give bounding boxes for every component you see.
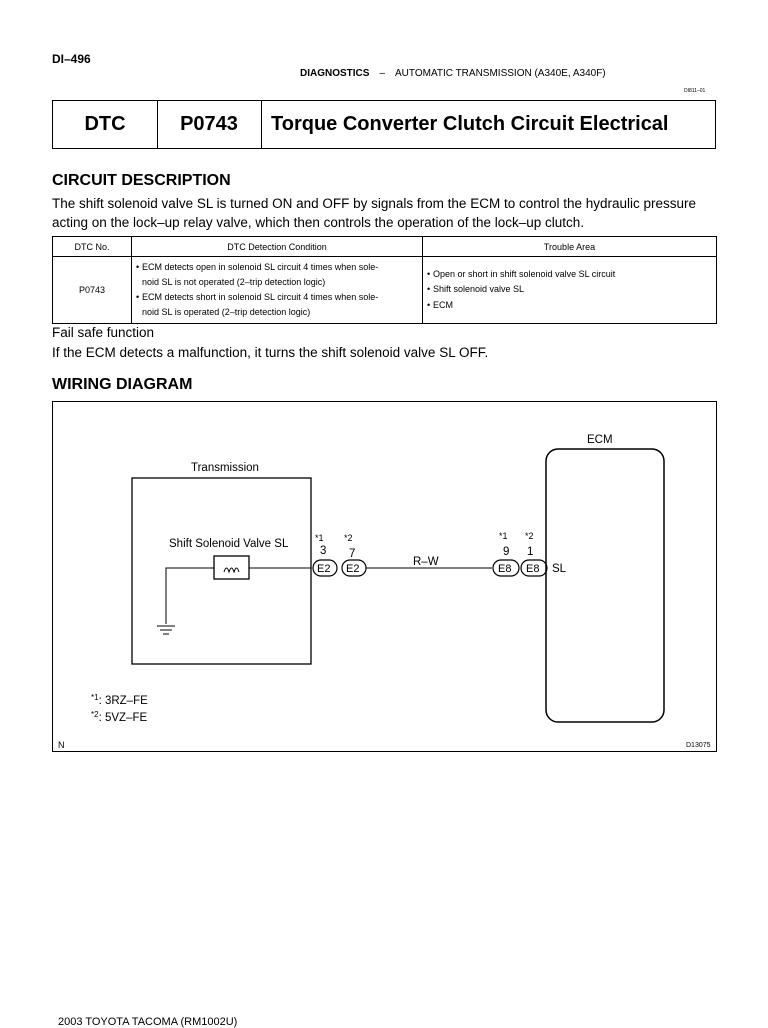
list-item: noid SL is not operated (2–trip detection logic)	[142, 277, 326, 287]
table-header: DTC Detection Condition	[132, 237, 423, 257]
connector-note: *1	[315, 533, 324, 543]
ecm-label: ECM	[587, 434, 613, 446]
ground-icon	[157, 626, 175, 634]
table-cell-condition	[132, 257, 423, 324]
pin-number: 3	[320, 545, 327, 557]
ground-wire	[166, 568, 214, 624]
connector-name: E2	[317, 563, 331, 575]
terminal-label: SL	[552, 563, 567, 575]
diagram-note: $^{*2}$: 5VZ–FE	[91, 710, 148, 724]
header-separator: –	[379, 68, 386, 79]
dtc-label: DTC	[53, 101, 158, 148]
transmission-box	[132, 478, 311, 664]
dtc-title: Torque Converter Clutch Circuit Electrical	[271, 113, 669, 135]
list-item: • ECM	[427, 299, 453, 310]
ecm-box	[546, 449, 664, 722]
table-cell-dtc-code: P0743	[53, 257, 132, 324]
page-header	[300, 68, 606, 79]
list-item: • Shift solenoid valve SL	[427, 284, 525, 295]
dtc-code: P0743	[157, 101, 262, 148]
connector-name: E8	[498, 563, 512, 575]
pin-number: 9	[503, 546, 510, 558]
figure-code: D13075	[686, 742, 711, 749]
list-item: • ECM detects short in solenoid SL circuit 4 times when sole-	[136, 292, 379, 302]
page-footer: 2003 TOYOTA TACOMA (RM1002U)	[58, 1016, 238, 1028]
pin-number: 7	[349, 548, 356, 560]
table-header: Trouble Area	[423, 237, 717, 257]
document-code: DI811–01	[684, 88, 706, 94]
circuit-description-heading: CIRCUIT DESCRIPTION	[52, 172, 231, 189]
connector-name: E8	[526, 563, 540, 575]
diagram-note: $^{*1}$: 3RZ–FE	[91, 693, 148, 707]
wiring-diagram-canvas	[53, 402, 718, 753]
transmission-label: Transmission	[191, 462, 259, 474]
dtc-table	[52, 236, 717, 324]
header-subsection: AUTOMATIC TRANSMISSION (A340E, A340F)	[395, 68, 606, 79]
corner-label: N	[58, 740, 65, 750]
header-section: DIAGNOSTICS	[300, 68, 370, 79]
fail-safe-title: Fail safe function	[52, 325, 155, 340]
page-number: DI–496	[52, 52, 91, 66]
table-row	[53, 257, 717, 324]
connector-note: *2	[525, 531, 534, 541]
connector-note: *2	[344, 533, 353, 543]
table-header-row	[53, 237, 717, 257]
table-cell-trouble-area	[423, 257, 717, 324]
list-item: • Open or short in shift solenoid valve SL circuit	[427, 268, 616, 279]
pin-number: 1	[527, 546, 534, 558]
wiring-diagram-heading: WIRING DIAGRAM	[52, 376, 193, 393]
wiring-diagram	[52, 401, 717, 752]
coil-icon	[224, 568, 239, 572]
circuit-description-text: The shift solenoid valve SL is turned ON and OFF by signals from the ECM to control the hydraulic pressure acting on the lock–up relay valve, which then controls the operation of the lock–up clutch.	[52, 196, 697, 230]
list-item: noid SL is operated (2–trip detection logic)	[142, 307, 311, 317]
table-header: DTC No.	[53, 237, 132, 257]
solenoid-label: Shift Solenoid Valve SL	[169, 538, 289, 550]
fail-safe-text: If the ECM detects a malfunction, it turns the shift solenoid valve SL OFF.	[52, 345, 489, 360]
connector-name: E2	[346, 563, 360, 575]
dtc-title-box	[52, 100, 716, 149]
wire-color-label: R–W	[413, 556, 439, 568]
connector-note: *1	[499, 531, 508, 541]
list-item: • ECM detects open in solenoid SL circuit 4 times when sole-	[136, 262, 379, 272]
